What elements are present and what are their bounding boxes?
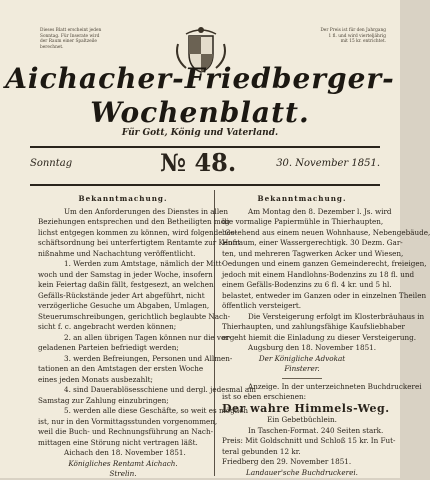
text-line: eines jeden Monats ausbezahlt; <box>38 374 153 384</box>
text-line: ergeht hiemit die Einladung zu dieser Versteigerung. <box>222 332 417 342</box>
text-line: kein Feiertag daßin fällt, festgesezt, an welchen <box>38 280 214 289</box>
left-column <box>38 194 256 480</box>
text-line: Friedberg den 29. November 1851. <box>222 457 352 466</box>
text-line: Hofraum, einer Wassergerechtigk. 30 Dezm. Gar- <box>222 238 403 247</box>
text-line: Am Montag den 8. Dezember l. Js. wird <box>248 206 392 216</box>
notice-heading: Bekanntmachung. <box>78 194 168 203</box>
text-line: öffentlich versteigert. <box>222 301 302 310</box>
section-separator <box>282 378 322 379</box>
text-line: Thierhaupten, und zahlungsfähige Kaufsliebhaber <box>222 322 405 331</box>
text-line: 4. sind Dauerablösesschiene und dergl. jedesmal am <box>64 385 256 394</box>
text-line: verzögerliche Gesuche um Abgaben, Umlagen, <box>38 301 210 310</box>
text-line: lichst entgegen kommen zu können, wird folgende Ge- <box>38 227 238 237</box>
issue-number: № 48. <box>160 148 237 177</box>
signature-line: Strelin. <box>109 469 137 478</box>
text-line: jedoch mit einem Handlohns-Bodenzins zu 18 fl. und <box>222 269 415 279</box>
text-line: mittagen eine Störung nicht vertragen läßt. <box>38 437 198 447</box>
text-line: In Taschen-Format. 240 Seiten stark. <box>248 425 384 435</box>
note-line: mit 15 kr. entrichtet. <box>340 39 386 45</box>
signature-line: Der Königliche Advokat <box>258 353 346 363</box>
note-line: Sonntag. Für Inserate wird <box>40 33 100 39</box>
notice-heading: Bekanntmachung. <box>257 194 347 203</box>
text-line: nißnahme und Nachachtung veröffentlicht. <box>38 248 196 258</box>
text-line: weil die Buch- und Rechnungsführung an Nach- <box>38 427 213 436</box>
text-line: belastet, entweder im Ganzen oder in einzelnen Theilen <box>222 290 427 300</box>
text-line: Oedungen und einem ganzen Gemeinderecht, freieigen, <box>222 259 427 268</box>
text-line: ist so eben erschienen: <box>222 392 307 401</box>
text-line: Ein Gebetbüchlein. <box>267 415 337 424</box>
text-line: 3. werden Befreiungen, Personen und Allmen- <box>64 353 233 363</box>
text-line: Anzeige. In der unterzeichneten Buchdruckerei <box>248 381 422 391</box>
text-line: 1. Werden zum Amtstage, nämlich der Mitt- <box>64 259 224 268</box>
signature-line: Landauer'sche Buchdruckerei. <box>246 467 358 477</box>
text-line: Die Versteigerung erfolgt im Klosterbräuhaus in <box>248 311 425 321</box>
text-line: 5. werden alle diese Geschäfte, so weit es möglich <box>64 406 248 415</box>
text-line: 2. an allen übrigen Tagen können nur die vor- <box>64 332 232 342</box>
text-line: Augsburg den 18. November 1851. <box>248 343 377 352</box>
right-column <box>222 194 430 478</box>
text-line: Aichach den 18. November 1851. <box>64 448 186 457</box>
text-line: Preis: Mit Goldschnitt und Schloß 15 kr. In Fut- <box>222 436 396 445</box>
text-line: woch und der Samstag in jeder Woche, insofern <box>38 269 213 279</box>
text-line: sicht f. c. angebracht werden können; <box>38 322 177 331</box>
note-line: berechnet. <box>40 44 64 50</box>
masthead-title-line-2: Wochenblatt. <box>90 96 310 129</box>
text-line: die vormalige Papiermühle in Thierhaupten, <box>222 217 384 226</box>
issue-weekday: Sonntag <box>30 158 73 169</box>
masthead-motto: Für Gott, König und Vaterland. <box>121 128 279 138</box>
masthead-rule-bottom <box>30 184 380 186</box>
text-line: Gefälls-Rückstände jeder Art abgeführt, nicht <box>38 290 205 300</box>
book-title: Der wahre Himmels-Weg. <box>222 401 390 415</box>
text-line: teral gebunden 12 kr. <box>222 446 301 456</box>
text-line: schäftsordnung bei unterfertigtem Rentamte zur Kennt- <box>38 238 243 247</box>
price-note <box>290 28 386 45</box>
note-line: Dieses Blatt erscheint jeden <box>40 28 102 33</box>
signature-line: Königliches Rentamt Aichach. <box>68 458 178 468</box>
text-line: Beziehungen entsprechen und den Betheiligten mög- <box>38 217 233 226</box>
masthead-title-line-1: Aichacher-Friedberger- <box>5 62 395 95</box>
signature-line: Finsterer. <box>284 364 320 373</box>
note-line: 1 fl. und wird vierteljährig <box>328 33 386 39</box>
text-line: ist, nur in den Vormittagsstunden vorgenommen, <box>38 416 218 426</box>
text-line: Steuerumschreibungen, gerichtlich beglaubte Nach- <box>38 311 231 321</box>
text-line: tationen an den Amtstagen der ersten Woche <box>38 364 204 373</box>
note-line: Der Preis ist für den Jahrgang <box>320 28 386 33</box>
text-line: Um den Anforderungen des Dienstes in allen <box>64 206 229 216</box>
text-line: geladenen Parteien befriedigt werden; <box>38 343 179 352</box>
text-line: Samstag zur Zahlung einzubringen; <box>38 395 169 405</box>
text-line: bestehend aus einem neuen Wohnhause, Nebengebäude, <box>222 227 430 237</box>
text-line: einem Gefälls-Bodenzins zu 6 fl. 4 kr. und 5 hl. <box>222 280 392 289</box>
subscription-note <box>40 28 138 50</box>
issue-info-row <box>30 150 380 180</box>
issue-date: 30. November 1851. <box>276 158 380 169</box>
text-line: ten, und mehreren Tagwerken Acker und Wiesen, <box>222 248 404 258</box>
note-line: der Raum einer Spaltzeile <box>40 39 97 45</box>
